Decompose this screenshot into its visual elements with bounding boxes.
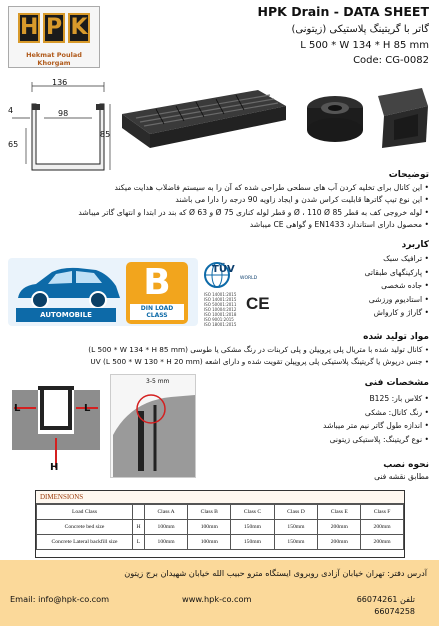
dimensions-table	[36, 504, 404, 550]
wall-dimension: 4	[8, 106, 14, 115]
table-cell: 100mm	[188, 520, 231, 535]
grating-depth-label: 3-5 mm	[146, 378, 170, 385]
table-row	[37, 535, 404, 550]
table-cell: 150mm	[274, 520, 318, 535]
page-title: HPK Drain - DATA SHEET	[257, 4, 429, 19]
company-logo	[8, 6, 100, 68]
list-item: • کانال تولید شده با متریال پلی پروپیلن و پلی کربنات در رنگ مشکی یا طوسی (L 500 * W 134 * H 85 mm)	[9, 344, 429, 356]
office-address: آدرس دفتر: تهران خیابان آزادی روبروی ایستگاه مترو حبیب الله خیابان شهیدان برج زیتون	[124, 568, 427, 578]
phone-numbers	[357, 594, 415, 618]
table-cell: 150mm	[231, 520, 274, 535]
lateral-backfill-label-right: L	[84, 403, 91, 414]
list-item: • محصول دارای استاندارد EN1433 و گواهی CE میباشد	[9, 219, 429, 231]
logo-letter: P	[43, 13, 65, 43]
column-header: Class D	[274, 505, 318, 520]
width-dimension: 136	[52, 78, 68, 87]
gutter-product-photo	[116, 84, 296, 154]
inner-depth-dimension: 65	[8, 140, 19, 149]
table-cell: Concrete Lateral backfill size	[37, 535, 133, 550]
footer	[0, 560, 439, 626]
iso-line: ISO 18001:2015	[204, 322, 237, 327]
din-load-class-text: DIN LOAD CLASS	[130, 304, 184, 320]
car-icon	[12, 264, 122, 310]
iso-line: ISO 50001:2011	[204, 302, 237, 307]
column-header: Load Class	[37, 505, 133, 520]
list-item: • پارکینگهای طبقاتی	[279, 266, 429, 280]
tuv-text: TÜV	[212, 264, 235, 275]
tuv-logo	[204, 260, 258, 290]
install-title: نحوه نصب	[383, 460, 429, 470]
install-text: مطابق نقشه فنی	[374, 472, 429, 481]
specs-title: مشخصات فنی	[364, 378, 429, 388]
height-dimension: 85	[100, 130, 111, 139]
list-item: • جنس درپوش یا گریتینگ پلاستیکی پلی پروپیلن تقویت شده و دارای اشعه UV (L 500 * W 130 * H 20 mm)	[9, 356, 429, 368]
specs-list	[229, 392, 429, 446]
product-code: Code: CG-0082	[353, 55, 429, 66]
table-cell: H	[133, 520, 145, 535]
column-header	[133, 505, 145, 520]
product-dimensions: L 500 * W 134 * H 85 mm	[300, 40, 429, 51]
tuv-world-text: WORLD	[240, 276, 258, 281]
iso-certificates-list	[204, 292, 236, 327]
column-header: Class E	[318, 505, 361, 520]
bed-size-label: H	[50, 462, 59, 473]
table-cell: L	[133, 535, 145, 550]
outlet-fitting-photo	[300, 84, 370, 154]
channel-cross-section-drawing	[4, 78, 116, 178]
list-item: • این نوع تیپ گاترها قابلیت کراس شدن و ایجاد زاویه 90 درجه را دارا می باشند	[9, 194, 429, 206]
logo-subtitle: Hekmat Poulad Khorgam	[26, 51, 82, 67]
iso-line: ISO 10004:2012	[204, 307, 237, 312]
load-class-badge	[8, 258, 198, 326]
materials-title: مواد تولید شده	[363, 332, 429, 342]
website-link[interactable]: www.hpk-co.com	[182, 594, 252, 604]
logo-letter: H	[18, 13, 40, 43]
load-class-letter: B	[143, 262, 171, 303]
iso-line: ISO 9001:2015	[204, 317, 234, 322]
table-header-row	[37, 505, 404, 520]
applications-title: کاربرد	[401, 240, 429, 250]
grating-detail-diagram	[110, 374, 196, 478]
list-item: • لوله خروجی کف به قطر 85 Ø ، 110 Ø و قطر لوله کناری 75 Ø و 63 Ø که بند در ابتدا و انتهای گاتر میباشد	[9, 207, 429, 219]
automobile-label: AUTOMOBILE	[16, 308, 116, 322]
list-item: • کلاس بار: B125	[229, 392, 429, 406]
column-header: Class B	[188, 505, 231, 520]
column-header: Class C	[231, 505, 274, 520]
din-load-class-box	[126, 262, 188, 324]
inner-width-dimension: 98	[58, 109, 69, 118]
list-item: • رنگ کانال: مشکی	[229, 406, 429, 420]
table-row	[37, 520, 404, 535]
phone-number[interactable]: 66074261	[356, 595, 398, 604]
table-cell: 150mm	[274, 535, 318, 550]
table-cell: 200mm	[361, 520, 404, 535]
applications-list	[279, 252, 429, 320]
table-cell: 100mm	[145, 535, 188, 550]
ce-mark: CE	[246, 294, 270, 313]
table-cell: 200mm	[361, 535, 404, 550]
phone-number[interactable]: 66074258	[374, 607, 415, 616]
description-title: توضیحات	[388, 170, 429, 180]
dimensions-heading: DIMENSIONS	[36, 491, 404, 504]
list-item: • این کانال برای تخلیه کردن آب های سطحی طراحی شده که آن را به سیستم فاضلاب هدایت میکند	[9, 182, 429, 194]
table-cell: 200mm	[318, 520, 361, 535]
table-cell: 150mm	[231, 535, 274, 550]
list-item: • نوع گریتینگ: پلاستیکی زیتونی	[229, 433, 429, 447]
lateral-backfill-label-left: L	[14, 403, 21, 414]
list-item: • جاده شخصی	[279, 279, 429, 293]
iso-line: ISO 10001:2018	[204, 312, 237, 317]
table-cell: 100mm	[188, 535, 231, 550]
list-item: • استادیوم ورزشی	[279, 293, 429, 307]
column-header: Class A	[145, 505, 188, 520]
phone-label: تلفن	[399, 595, 415, 604]
column-header: Class F	[361, 505, 404, 520]
description-list	[9, 182, 429, 231]
list-item: • اندازه طول گاتر نیم متر میباشد	[229, 419, 429, 433]
table-cell: 100mm	[145, 520, 188, 535]
product-name: گاتر با گریتینگ پلاستیکی (زیتونی)	[291, 24, 429, 35]
iso-line: ISO 14001:2015	[204, 292, 237, 297]
iso-line: ISO 14001:2015	[204, 297, 237, 302]
table-cell: 200mm	[318, 535, 361, 550]
materials-list	[9, 344, 429, 369]
email-link[interactable]: Email: info@hpk-co.com	[10, 594, 110, 604]
list-item: • ترافیک سبک	[279, 252, 429, 266]
logo-letter: K	[68, 13, 90, 43]
list-item: • گاراژ و کارواش	[279, 306, 429, 320]
end-cap-photo	[372, 84, 434, 154]
dimensions-table-box	[35, 490, 405, 558]
table-cell: Concrete bed size	[37, 520, 133, 535]
